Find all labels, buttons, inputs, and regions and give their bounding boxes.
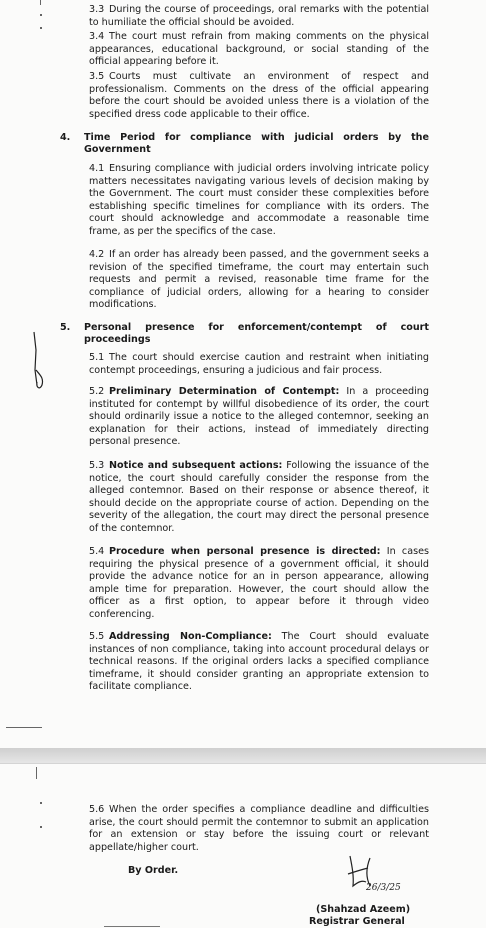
signatory-title: Registrar General <box>309 916 405 927</box>
clause-text: The Court should evaluate instances of non compliance, taking into account procedural delays or technical reasons. If the original orders lacks a specified compliance timeframe, it should consider granting an appropriate extension to facilitate compliance. <box>89 631 429 693</box>
margin-initial-mark <box>28 330 54 392</box>
by-order-label: By Order. <box>128 865 179 876</box>
margin-mark <box>36 767 37 779</box>
section-5-heading <box>60 322 429 345</box>
clause-heading: Notice and subsequent actions: <box>109 460 283 471</box>
clause-number: 5.5 <box>89 631 105 642</box>
clause-5-3 <box>89 460 429 536</box>
clause-5-1 <box>89 352 429 377</box>
clause-text: Courts must cultivate an environment of respect and professionalism. Comments on the dress of the official appearing before the court should be avoided unless there is a violation of the specified dress code applicable to their office. <box>89 71 429 120</box>
clause-number: 3.5 <box>89 71 105 82</box>
clause-4-1 <box>89 163 429 239</box>
clause-heading: Addressing Non-Compliance: <box>109 631 272 642</box>
clause-number: 5.1 <box>89 352 105 363</box>
margin-dot <box>40 826 42 828</box>
clause-text: The court should exercise caution and restraint when initiating contempt proceedings, ensuring a judicious and fair process. <box>89 352 429 376</box>
signature-date: 26/3/25 <box>366 883 401 893</box>
clause-4-2 <box>89 249 429 312</box>
section-number: 5. <box>60 322 71 333</box>
clause-number: 5.6 <box>89 804 105 815</box>
clause-text: The court must refrain from making comments on the physical appearances, educational background, or social standing of the official appearing before it. <box>89 31 429 68</box>
clause-5-5 <box>89 631 429 694</box>
clause-text: If an order has already been passed, and the government seeks a revision of the specified timeframe, the court may entertain such requests and permit a revised, reasonable time frame for the compliance of judicial orders, allowing for a hearing to consider modifications. <box>89 249 429 311</box>
clause-text: In cases requiring the physical presence of a government official, it should provide the advance notice for an in person appearance, allowing ample time for preparation. However, the court should allow the officer as a first option, to appear before it through video conferencing. <box>89 546 429 620</box>
clause-number: 3.4 <box>89 31 105 42</box>
clause-5-6 <box>89 804 429 854</box>
section-4-heading <box>60 132 429 155</box>
clause-3-5 <box>89 71 429 121</box>
section-number: 4. <box>60 132 71 143</box>
document-page-2 <box>0 763 486 928</box>
clause-heading: Procedure when personal presence is directed: <box>109 546 381 557</box>
clause-text: Ensuring compliance with judicial orders involving intricate policy matters necessitates navigating various levels of decision making by the Government. The court must consider these complexities before establishing specific timelines for compliance with its orders. The court should acknowledge and accommodate a reasonable time frame, as per the specifics of the case. <box>89 163 429 237</box>
section-title: Personal presence for enforcement/contempt of court proceedings <box>84 322 429 345</box>
clause-5-4 <box>89 546 429 622</box>
clause-text: Following the issuance of the notice, the court should carefully consider the response from the alleged contemnor. Based on their response or absence thereof, it should decide on the appropriate course of action. Depending on the severity of the allegation, the court may direct the personal presence of the contemnor. <box>89 460 429 534</box>
clause-number: 5.4 <box>89 546 105 557</box>
margin-dot <box>40 802 42 804</box>
margin-mark <box>40 0 41 5</box>
clause-heading: Preliminary Determination of Contempt: <box>109 386 340 397</box>
clause-text: During the course of proceedings, oral remarks with the potential to humiliate the official should be avoided. <box>89 4 429 28</box>
clause-5-2 <box>89 386 429 449</box>
margin-underline-mark <box>6 727 42 728</box>
clause-number: 4.2 <box>89 249 105 260</box>
page-gap <box>0 748 486 763</box>
clause-number: 5.2 <box>89 386 105 397</box>
clause-number: 3.3 <box>89 4 105 15</box>
margin-dot <box>40 27 42 29</box>
clause-3-4 <box>89 31 429 69</box>
clause-text: In a proceeding instituted for contempt by willful disobedience of its order, the court should ordinarily issue a notice to the alleged contemnor, seeking an explanation for their actions, instead of immediately directing personal presence. <box>89 386 429 448</box>
clause-number: 4.1 <box>89 163 105 174</box>
section-title: Time Period for compliance with judicial orders by the Government <box>84 132 429 155</box>
clause-number: 5.3 <box>89 460 105 471</box>
signatory-name: (Shahzad Azeem) <box>316 904 411 915</box>
clause-3-3 <box>89 4 429 29</box>
margin-dot <box>40 14 42 16</box>
clause-text: When the order specifies a compliance deadline and difficulties arise, the court should permit the contemnor to submit an application for an extension or stay before the issuing court or relevant appellate/higher court. <box>89 804 429 853</box>
